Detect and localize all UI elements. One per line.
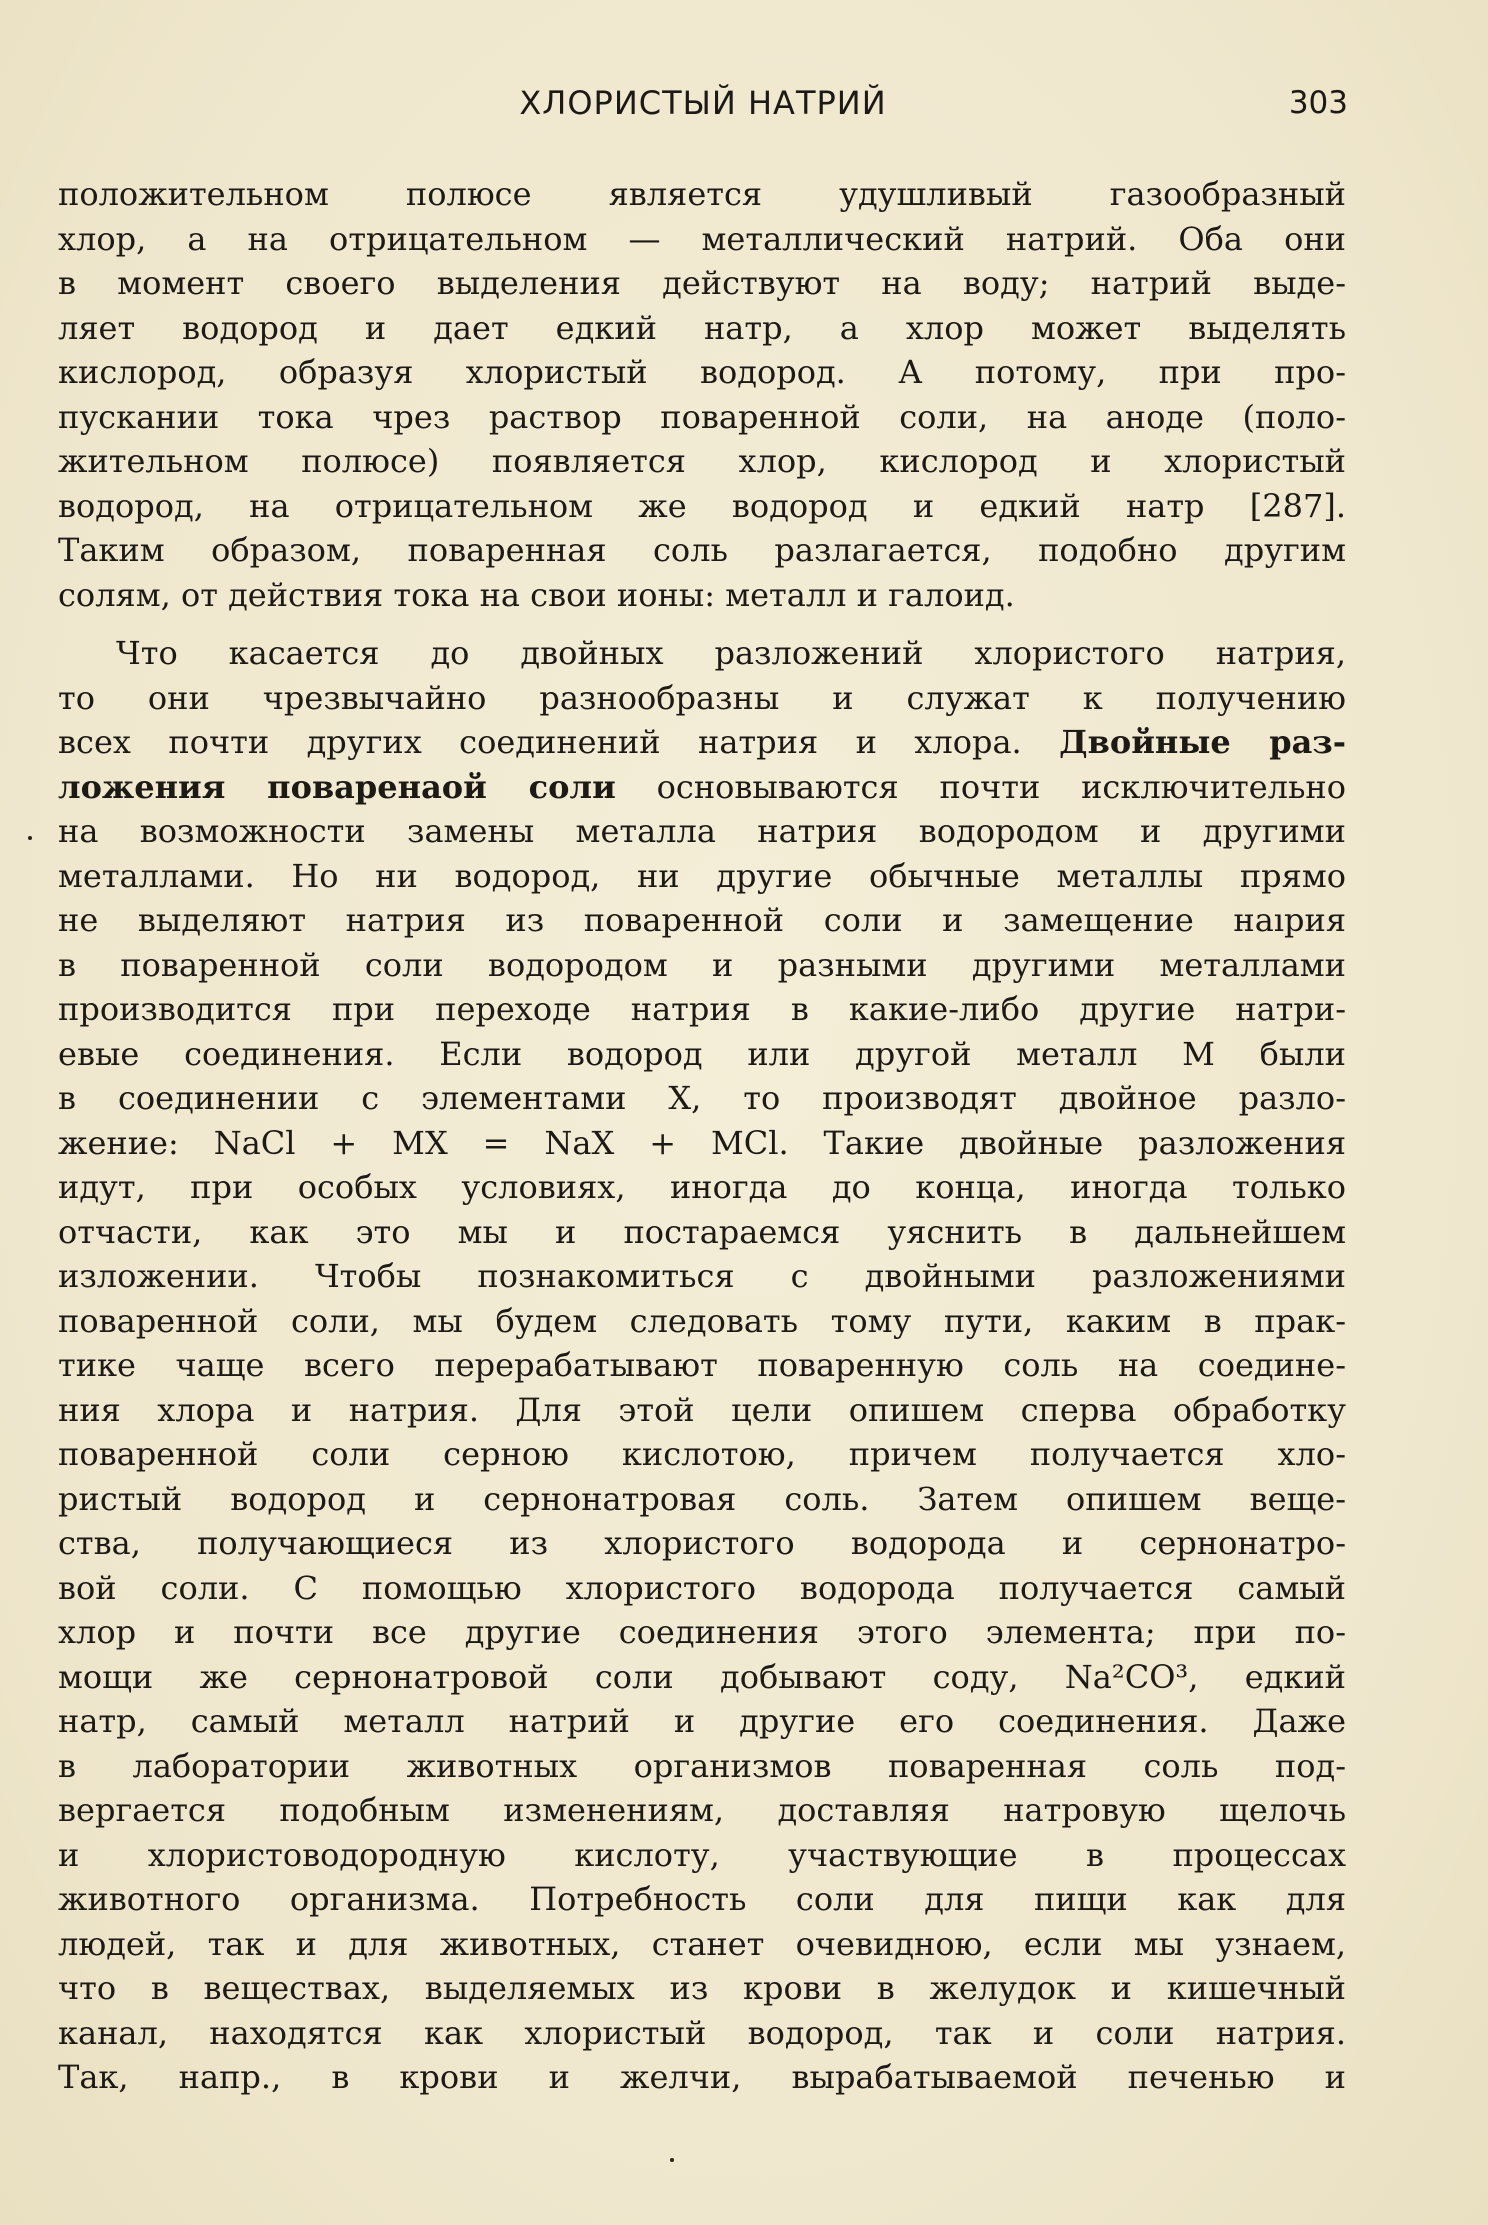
text-line: ристый водород и сернонатровая соль. Затем опишем веще- xyxy=(58,1479,1346,1518)
text-line: мощи же сернонатровой соли добывают соду, Na²CO³, едкий xyxy=(58,1657,1346,1696)
text-line: в лаборатории животных организмов поваренная соль под- xyxy=(58,1746,1346,1785)
running-title: ХЛОРИСТЫЙ НАТРИЙ xyxy=(519,84,887,122)
text-line: идут, при особых условиях, иногда до конца, иногда только xyxy=(58,1168,1346,1206)
text-line: вергается подобным изменениям, доставляя натровую щелочь xyxy=(58,1791,1346,1829)
text-line: ния хлора и натрия. Для этой цели опишем сперва обработку xyxy=(58,1390,1346,1429)
text-line: натр, самый металл натрий и другие его соединения. Даже xyxy=(58,1702,1346,1740)
text-line: жительном полюсе) появляется хлор, кислород и хлористый xyxy=(58,442,1346,480)
text-line: ляет водород и дает едкий натр, а хлор может выделять xyxy=(58,308,1346,347)
text-line: отчасти, как это мы и постараемся уяснить в дальнейшем xyxy=(58,1212,1346,1251)
text-line: что в веществах, выделяемых из крови в желудок и кишечный xyxy=(58,1969,1346,2007)
text-line: тике чаще всего перерабатывают поваренную соль на соедине- xyxy=(58,1346,1346,1384)
text-line: хлор и почти все другие соединения этого элемента; при по- xyxy=(58,1613,1346,1651)
text-line: поваренной соли серною кислотою, причем получается хло- xyxy=(58,1435,1346,1473)
text-line: изложении. Чтобы познакомиться с двойными разложениями xyxy=(58,1257,1346,1295)
text-line: ства, получающиеся из хлористого водорода и сернонатро- xyxy=(58,1524,1346,1562)
text-line: металлами. Но ни водород, ни другие обычные металлы прямо xyxy=(58,856,1346,895)
text-line: в момент своего выделения действуют на воду; натрий выде- xyxy=(58,264,1346,302)
page-header xyxy=(58,78,1348,128)
text-line: не выделяют натрия из поваренной соли и замещение наıрия xyxy=(58,901,1346,939)
text-line: вой соли. С помощью хлористого водорода получается самый xyxy=(58,1568,1346,1607)
text-line: кислород, образуя хлористый водород. А потому, при про- xyxy=(58,353,1346,391)
page-number: 303 xyxy=(1288,85,1348,121)
text-line: производится при переходе натрия в какие-либо другие натри- xyxy=(58,990,1346,1028)
bold-term: ложения поваренаой соли xyxy=(58,767,616,806)
body-text xyxy=(58,172,1346,2100)
text-run: всех почти других соединений натрия и хлора. xyxy=(58,723,1060,761)
text-line: водород, на отрицательном же водород и едкий натр [287]. xyxy=(58,486,1346,525)
text-line: Что касается до двойных разложений хлористого натрия, xyxy=(116,634,1346,672)
text-line: на возможности замены металла натрия водородом и другими xyxy=(58,812,1346,850)
paragraph-2-continuation xyxy=(58,809,1346,2100)
text-line: в соединении с элементами X, то производят двойное разло- xyxy=(58,1079,1346,1117)
text-line: людей, так и для животных, станет очевидною, если мы узнаем, xyxy=(58,1924,1346,1963)
text-line: жение: NaCl + MX = NaX + MCl. Такие двойные разложения xyxy=(58,1123,1346,1162)
bold-term: Двойные раз- xyxy=(1059,723,1347,761)
text-line: евые соединения. Если водород или другой металл М были xyxy=(58,1034,1346,1073)
text-line xyxy=(58,720,1346,765)
text-line: Так, напр., в крови и желчи, вырабатываемой печенью и xyxy=(58,2058,1346,2096)
ink-speck xyxy=(670,2158,674,2162)
text-line: канал, находятся как хлористый водород, так и соли натрия. xyxy=(58,2013,1346,2052)
text-line: хлор, а на отрицательном — металлический натрий. Оба они xyxy=(58,219,1346,258)
text-line: Таким образом, поваренная соль разлагается, подобно другим xyxy=(58,531,1346,569)
text-line: солям, от действия тока на свои ионы: металл и галоид. xyxy=(58,575,1015,614)
text-line: то они чрезвычайно разнообразны и служат к получению xyxy=(58,678,1346,717)
paragraph-1 xyxy=(58,172,1346,617)
text-line: пускании тока чрез раствор поваренной соли, на аноде (поло- xyxy=(58,397,1346,436)
text-line: в поваренной соли водородом и разными другими металлами xyxy=(58,945,1346,984)
paragraph-2 xyxy=(58,631,1346,2100)
text-line: и хлористоводородную кислоту, участвующие в процессах xyxy=(58,1835,1346,1874)
text-line: животного организма. Потребность соли для пищи как для xyxy=(58,1880,1346,1918)
ink-speck xyxy=(28,836,32,840)
text-line: поваренной соли, мы будем следовать тому пути, каким в прак- xyxy=(58,1301,1346,1340)
text-line: положительном полюсе является удушливый газообразный xyxy=(58,175,1346,213)
text-run: основываются почти исключительно xyxy=(615,767,1346,806)
text-line xyxy=(58,765,1346,810)
